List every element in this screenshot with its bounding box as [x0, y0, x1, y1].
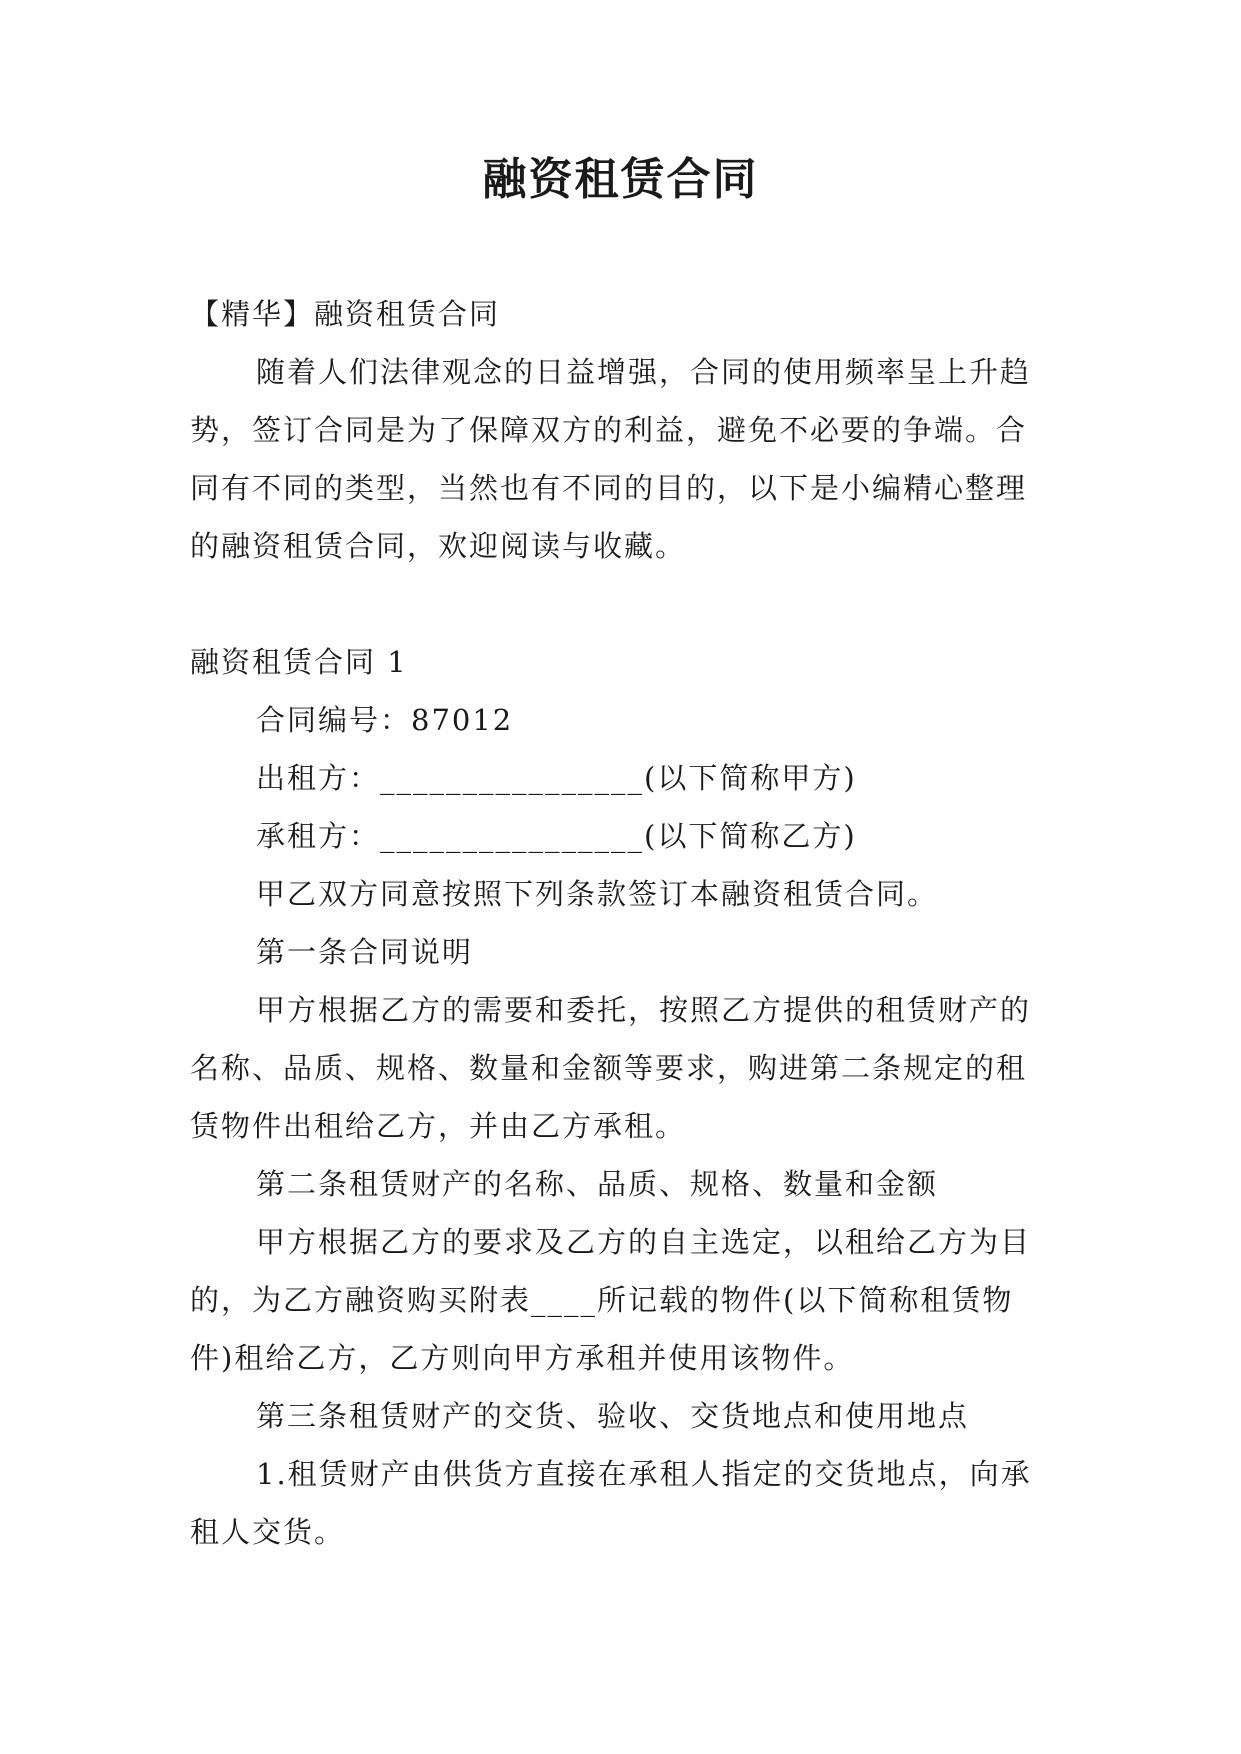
lessee-line: 承租方：________________(以下简称乙方) [256, 819, 857, 853]
article-2-body: 甲方根据乙方的要求及乙方的自主选定，以租给乙方为目的，为乙方融资购买附表____所记载的物件(以下简称租赁物件)租给乙方，乙方则向甲方承租并使用该物件。 [190, 1225, 1032, 1375]
section-heading: 融资租赁合同 1 [190, 645, 408, 679]
article-1-body: 甲方根据乙方的需要和委托，按照乙方提供的租赁财产的名称、品质、规格、数量和金额等要求，购进第二条规定的租赁物件出租给乙方，并由乙方承租。 [190, 993, 1032, 1143]
article-1-title: 第一条合同说明 [256, 935, 474, 969]
header-line: 【精华】融资租赁合同 [190, 297, 501, 331]
intro-paragraph: 随着人们法律观念的日益增强，合同的使用频率呈上升趋势，签订合同是为了保障双方的利益，避免不必要的争端。合同有不同的类型，当然也有不同的目的，以下是小编精心整理的融资租赁合同，欢迎阅读与收藏。 [190, 355, 1032, 563]
contract-number: 合同编号：87012 [256, 703, 514, 737]
document-body [190, 285, 1052, 1561]
lessor-line: 出租方：________________(以下简称甲方) [256, 761, 857, 795]
article-3-item-1: 1.租赁财产由供货方直接在承租人指定的交货地点，向承租人交货。 [190, 1457, 1032, 1549]
article-2-title: 第二条租赁财产的名称、品质、规格、数量和金额 [256, 1167, 939, 1201]
document-title: 融资租赁合同 [482, 154, 759, 205]
article-3-title: 第三条租赁财产的交货、验收、交货地点和使用地点 [256, 1399, 970, 1433]
section-spacer [190, 575, 1052, 633]
agreement-line: 甲乙双方同意按照下列条款签订本融资租赁合同。 [256, 877, 939, 911]
